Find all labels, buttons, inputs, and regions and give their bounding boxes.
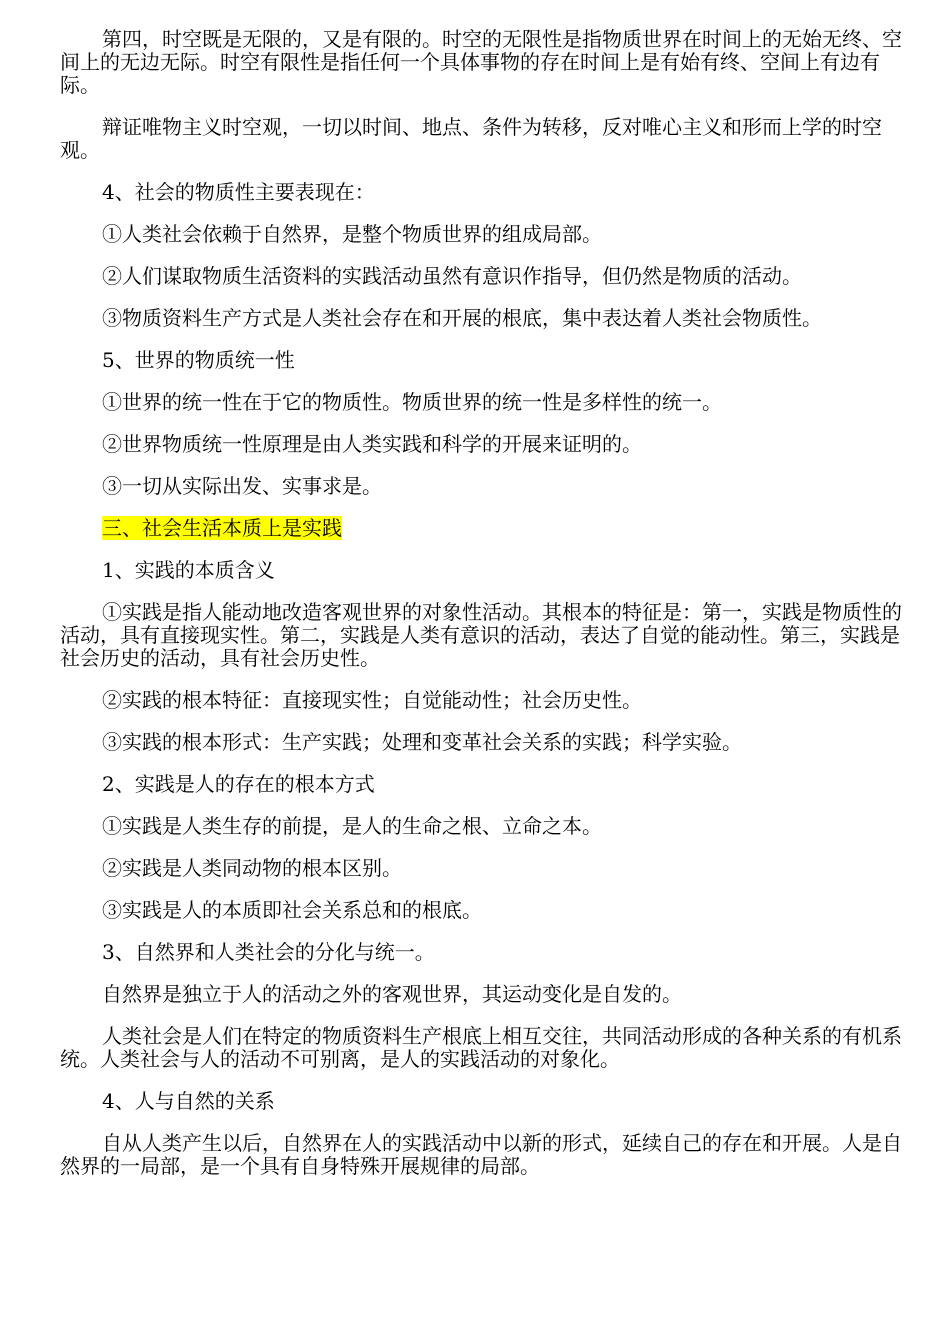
document-page [60, 28, 902, 1197]
paragraph: 自然界是独立于人的活动之外的客观世界，其运动变化是自发的。 [102, 982, 682, 1006]
paragraph: 辩证唯物主义时空观，一切以时间、地点、条件为转移，反对唯心主义和形而上学的时空观。 [60, 115, 882, 162]
list-heading: 5、世界的物质统一性 [102, 348, 295, 372]
list-item: ①实践是指人能动地改造客观世界的对象性活动。其根本的特征是：第一，实践是物质性的活动，具有直接现实性。第二，实践是人类有意识的活动，表达了自觉的能动性。第三，实践是社会历史的活动，具有社会历史性。 [60, 600, 902, 670]
list-item: ②实践的根本特征：直接现实性；自觉能动性；社会历史性。 [102, 688, 642, 712]
list-item: ③实践是人的本质即社会关系总和的根底。 [102, 898, 482, 922]
highlighted-heading-text: 三、社会生活本质上是实践 [102, 516, 342, 540]
list-item: ③一切从实际出发、实事求是。 [102, 474, 382, 498]
paragraph: 第四，时空既是无限的，又是有限的。时空的无限性是指物质世界在时间上的无始无终、空间上的无边无际。时空有限性是指任何一个具体事物的存在时间上是有始有终、空间上有边有际。 [60, 27, 902, 97]
list-heading: 1、实践的本质含义 [102, 558, 275, 582]
list-item: ①人类社会依赖于自然界，是整个物质世界的组成局部。 [102, 222, 602, 246]
list-item: ③物质资料生产方式是人类社会存在和开展的根底，集中表达着人类社会物质性。 [102, 306, 822, 330]
list-heading: 4、人与自然的关系 [102, 1089, 275, 1113]
list-heading: 3、自然界和人类社会的分化与统一。 [102, 940, 435, 964]
section-heading [60, 517, 902, 540]
list-item: ①实践是人类生存的前提，是人的生命之根、立命之本。 [102, 814, 602, 838]
paragraph: 自从人类产生以后，自然界在人的实践活动中以新的形式，延续自己的存在和开展。人是自然界的一局部，是一个具有自身特殊开展规律的局部。 [60, 1131, 902, 1178]
list-heading: 2、实践是人的存在的根本方式 [102, 772, 375, 796]
list-item: ①世界的统一性在于它的物质性。物质世界的统一性是多样性的统一。 [102, 390, 722, 414]
list-item: ②实践是人类同动物的根本区别。 [102, 856, 402, 880]
list-heading: 4、社会的物质性主要表现在： [102, 180, 375, 204]
list-item: ③实践的根本形式：生产实践；处理和变革社会关系的实践；科学实验。 [102, 730, 742, 754]
list-item: ②人们谋取物质生活资料的实践活动虽然有意识作指导，但仍然是物质的活动。 [102, 264, 802, 288]
paragraph: 人类社会是人们在特定的物质资料生产根底上相互交往，共同活动形成的各种关系的有机系统。人类社会与人的活动不可别离，是人的实践活动的对象化。 [60, 1024, 902, 1071]
list-item: ②世界物质统一性原理是由人类实践和科学的开展来证明的。 [102, 432, 642, 456]
